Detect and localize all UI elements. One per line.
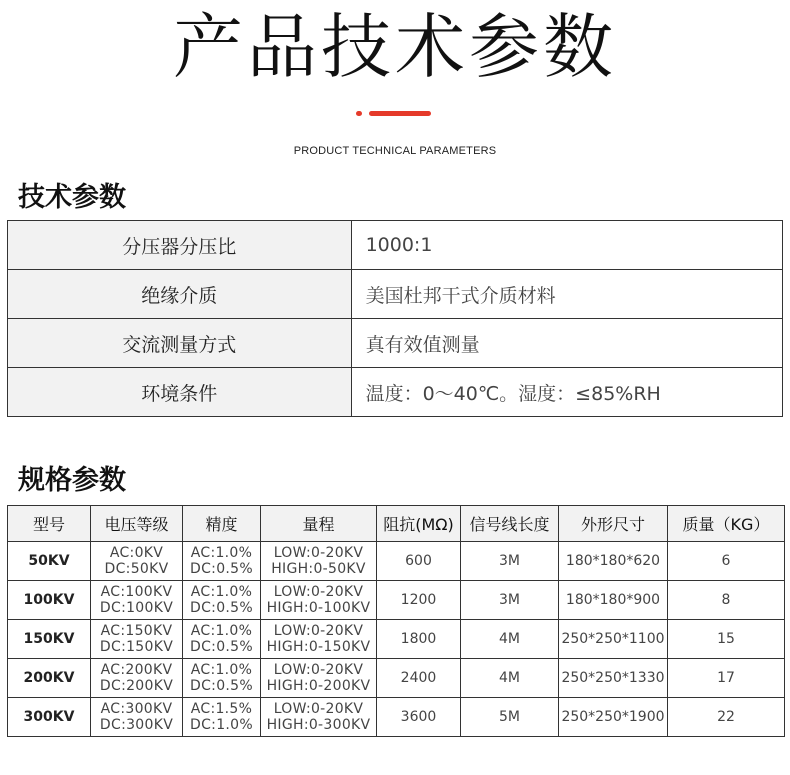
- voltage-ac: AC:150KV: [100, 623, 173, 639]
- column-header-model: 型号: [8, 506, 91, 542]
- size-cell: 250*250*1330: [559, 659, 668, 698]
- column-header-voltage: 电压等级: [91, 506, 183, 542]
- accuracy-cell: [183, 542, 261, 581]
- table-row: [8, 698, 785, 737]
- table-row: [8, 542, 785, 581]
- impedance-cell: 1800: [377, 620, 461, 659]
- size-cell: 180*180*620: [559, 542, 668, 581]
- size-cell: 250*250*1100: [559, 620, 668, 659]
- range-high: HIGH:0-300KV: [266, 717, 371, 733]
- spec-section-heading: 规格参数: [18, 465, 126, 496]
- range-cell: [261, 698, 377, 737]
- size-cell: 250*250*1900: [559, 698, 668, 737]
- range-high: HIGH:0-200KV: [266, 678, 371, 694]
- voltage-dc: DC:200KV: [99, 678, 174, 694]
- voltage-cell: [91, 542, 183, 581]
- voltage-dc: DC:50KV: [104, 561, 169, 577]
- weight-cell: 17: [668, 659, 785, 698]
- voltage-ac: AC:100KV: [100, 584, 173, 600]
- range-cell: [261, 659, 377, 698]
- size-cell: 180*180*900: [559, 581, 668, 620]
- range-high: HIGH:0-150KV: [266, 639, 371, 655]
- range-low: LOW:0-20KV: [273, 545, 364, 561]
- table-row: [8, 659, 785, 698]
- param-label: 分压器分压比: [8, 221, 352, 270]
- cable-cell: 4M: [461, 620, 559, 659]
- column-header-impedance: 阻抗(MΩ): [377, 506, 461, 542]
- accuracy-dc: DC:0.5%: [190, 600, 253, 616]
- impedance-cell: 1200: [377, 581, 461, 620]
- param-label: 绝缘介质: [8, 270, 352, 319]
- column-header-range: 量程: [261, 506, 377, 542]
- param-value: 温度：0～40℃。湿度：≤85%RH: [351, 368, 782, 417]
- range-high: HIGH:0-50KV: [271, 561, 366, 577]
- accuracy-cell: [183, 659, 261, 698]
- column-header-cable: 信号线长度: [461, 506, 559, 542]
- accuracy-dc: DC:0.5%: [190, 639, 253, 655]
- column-header-accuracy: 精度: [183, 506, 261, 542]
- accuracy-ac: AC:1.5%: [190, 701, 253, 717]
- cable-cell: 3M: [461, 581, 559, 620]
- range-cell: [261, 581, 377, 620]
- range-low: LOW:0-20KV: [273, 584, 364, 600]
- table-row: [8, 319, 783, 368]
- weight-cell: 22: [668, 698, 785, 737]
- tech-params-table: [7, 220, 783, 417]
- param-value: 美国杜邦干式介质材料: [351, 270, 782, 319]
- table-row: [8, 221, 783, 270]
- param-value: 1000:1: [351, 221, 782, 270]
- voltage-cell: [91, 581, 183, 620]
- accent-bar: [369, 111, 431, 116]
- page-title: 产品技术参数: [173, 6, 617, 88]
- weight-cell: 15: [668, 620, 785, 659]
- impedance-cell: 2400: [377, 659, 461, 698]
- param-label: 交流测量方式: [8, 319, 352, 368]
- table-row: [8, 270, 783, 319]
- accuracy-ac: AC:1.0%: [190, 623, 253, 639]
- range-cell: [261, 620, 377, 659]
- page-subtitle: PRODUCT TECHNICAL PARAMETERS: [293, 145, 497, 157]
- voltage-dc: DC:300KV: [99, 717, 174, 733]
- impedance-cell: 600: [377, 542, 461, 581]
- param-value: 真有效值测量: [351, 319, 782, 368]
- voltage-dc: DC:150KV: [99, 639, 174, 655]
- range-cell: [261, 542, 377, 581]
- accuracy-ac: AC:1.0%: [190, 545, 253, 561]
- weight-cell: 6: [668, 542, 785, 581]
- cable-cell: 3M: [461, 542, 559, 581]
- accuracy-dc: DC:1.0%: [190, 717, 253, 733]
- model-cell: 50KV: [8, 542, 91, 581]
- accuracy-cell: [183, 581, 261, 620]
- cable-cell: 4M: [461, 659, 559, 698]
- tech-section-heading: 技术参数: [18, 182, 126, 213]
- accuracy-ac: AC:1.0%: [190, 662, 253, 678]
- table-row: [8, 368, 783, 417]
- voltage-ac: AC:0KV: [109, 545, 164, 561]
- voltage-cell: [91, 698, 183, 737]
- voltage-ac: AC:300KV: [100, 701, 173, 717]
- accuracy-dc: DC:0.5%: [190, 561, 253, 577]
- model-cell: 100KV: [8, 581, 91, 620]
- column-header-weight: 质量（KG）: [668, 506, 785, 542]
- range-low: LOW:0-20KV: [273, 623, 364, 639]
- accent-dot: [356, 111, 362, 116]
- model-cell: 300KV: [8, 698, 91, 737]
- model-cell: 150KV: [8, 620, 91, 659]
- table-row: [8, 620, 785, 659]
- range-low: LOW:0-20KV: [273, 701, 364, 717]
- accuracy-cell: [183, 620, 261, 659]
- param-label: 环境条件: [8, 368, 352, 417]
- table-row: [8, 581, 785, 620]
- spec-params-table: [7, 505, 785, 737]
- model-cell: 200KV: [8, 659, 91, 698]
- accuracy-cell: [183, 698, 261, 737]
- weight-cell: 8: [668, 581, 785, 620]
- voltage-dc: DC:100KV: [99, 600, 174, 616]
- voltage-cell: [91, 659, 183, 698]
- accuracy-dc: DC:0.5%: [190, 678, 253, 694]
- range-high: HIGH:0-100KV: [266, 600, 371, 616]
- range-low: LOW:0-20KV: [273, 662, 364, 678]
- voltage-cell: [91, 620, 183, 659]
- table-header-row: [8, 506, 785, 542]
- voltage-ac: AC:200KV: [100, 662, 173, 678]
- column-header-size: 外形尺寸: [559, 506, 668, 542]
- impedance-cell: 3600: [377, 698, 461, 737]
- cable-cell: 5M: [461, 698, 559, 737]
- accuracy-ac: AC:1.0%: [190, 584, 253, 600]
